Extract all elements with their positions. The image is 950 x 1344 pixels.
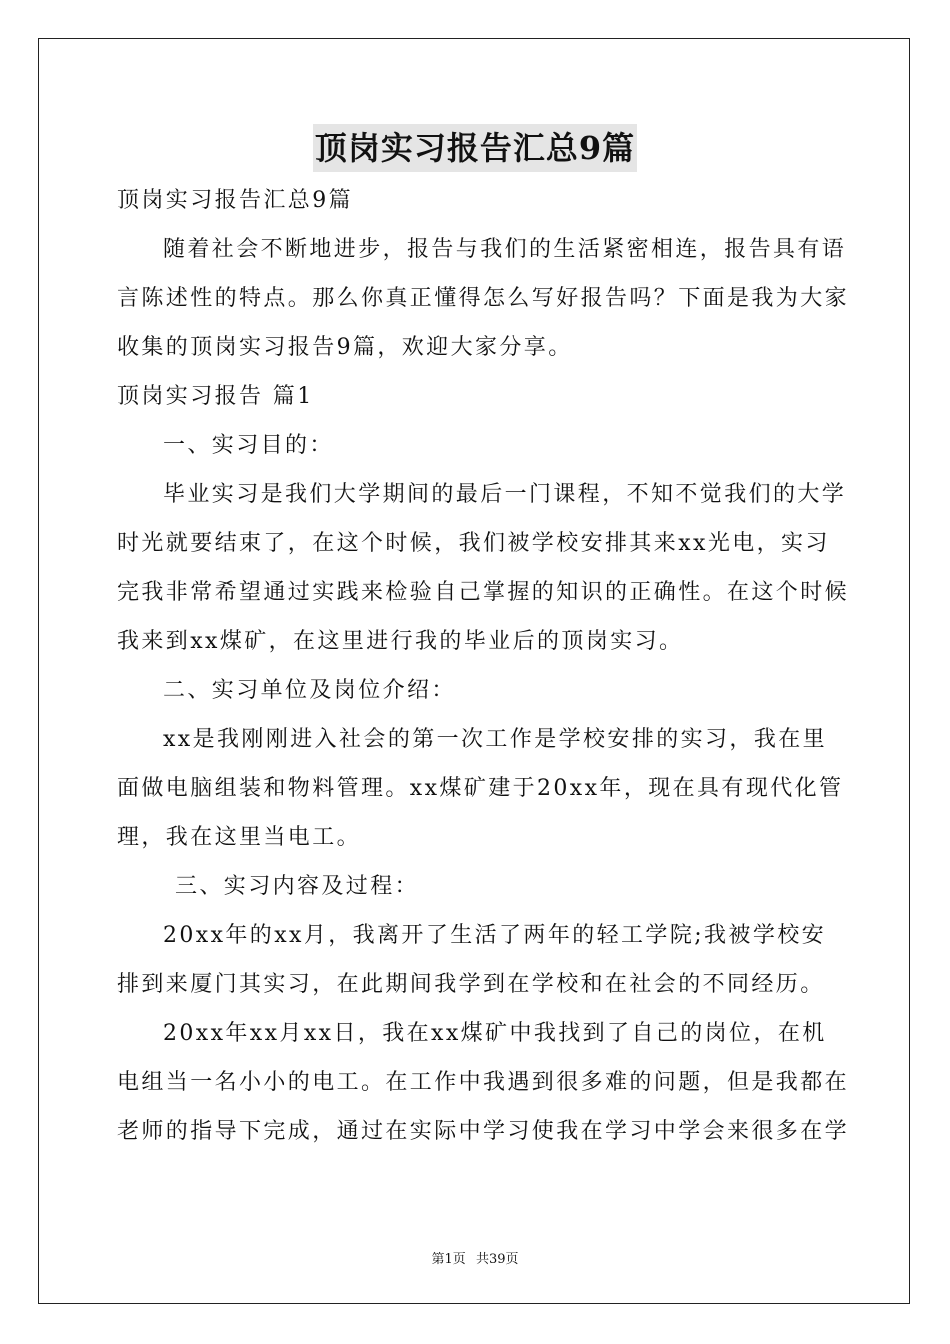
- subheading-unit: 二、实习单位及岗位介绍：: [163, 678, 456, 703]
- section-heading-article-1: 顶岗实习报告 篇1: [117, 384, 314, 409]
- document-title: [0, 124, 950, 172]
- subheading-content: 三、实习内容及过程：: [175, 874, 420, 899]
- body-line-unit-2: 面做电脑组装和物料管理。xx煤矿建于20xx年，现在具有现代化管: [117, 776, 844, 801]
- body-line-purpose-3: 完我非常希望通过实践来检验自己掌握的知识的正确性。在这个时候: [117, 580, 850, 605]
- subheading-purpose: 一、实习目的：: [163, 433, 334, 458]
- page-number: 第1页: [431, 1252, 466, 1267]
- body-line-content-1: 20xx年的xx月，我离开了生活了两年的轻工学院;我被学校安: [163, 923, 827, 948]
- body-line-content-3: 20xx年xx月xx日，我在xx煤矿中我找到了自己的岗位，在机: [163, 1021, 827, 1046]
- body-line-unit-3: 理，我在这里当电工。: [117, 825, 362, 850]
- body-line-unit-1: xx是我刚刚进入社会的第一次工作是学校安排的实习，我在里: [163, 727, 828, 752]
- page-total: 共39页: [475, 1252, 519, 1267]
- body-line-intro-1: 随着社会不断地进步，报告与我们的生活紧密相连，报告具有语: [163, 237, 847, 262]
- body-line-content-4: 电组当一名小小的电工。在工作中我遇到很多难的问题，但是我都在: [117, 1070, 850, 1095]
- page-footer: [0, 1248, 950, 1267]
- body-line-subtitle: 顶岗实习报告汇总9篇: [117, 188, 353, 213]
- body-line-content-2: 排到来厦门其实习，在此期间我学到在学校和在社会的不同经历。: [117, 972, 825, 997]
- body-line-purpose-4: 我来到xx煤矿，在这里进行我的毕业后的顶岗实习。: [117, 629, 684, 654]
- body-line-content-5: 老师的指导下完成，通过在实际中学习使我在学习中学会来很多在学: [117, 1119, 850, 1144]
- document-body: [117, 176, 850, 1156]
- body-line-purpose-1: 毕业实习是我们大学期间的最后一门课程，不知不觉我们的大学: [163, 482, 847, 507]
- body-line-purpose-2: 时光就要结束了，在这个时候，我们被学校安排其来xx光电，实习: [117, 531, 830, 556]
- body-line-intro-3: 收集的顶岗实习报告9篇，欢迎大家分享。: [117, 335, 573, 360]
- body-line-intro-2: 言陈述性的特点。那么你真正懂得怎么写好报告吗？下面是我为大家: [117, 286, 850, 311]
- document-title-text: 顶岗实习报告汇总9篇: [313, 124, 637, 172]
